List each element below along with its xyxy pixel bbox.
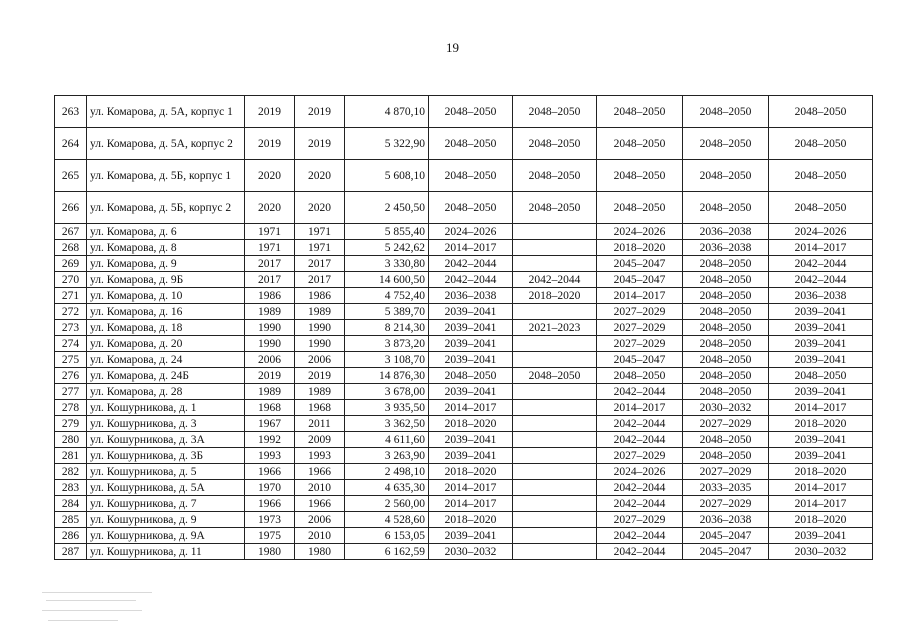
cell-year-commissioned: 1968 — [295, 400, 345, 416]
cell-period-5: 2018–2020 — [769, 512, 873, 528]
cell-address: ул. Кошурникова, д. 9А — [87, 528, 245, 544]
table-row — [55, 336, 873, 352]
cell-row-number: 282 — [55, 464, 87, 480]
cell-period-4: 2048–2050 — [683, 128, 769, 160]
cell-row-number: 278 — [55, 400, 87, 416]
cell-row-number: 281 — [55, 448, 87, 464]
cell-period-5: 2039–2041 — [769, 304, 873, 320]
cell-period-1: 2018–2020 — [429, 416, 513, 432]
cell-year-built: 1989 — [245, 304, 295, 320]
cell-period-2 — [513, 528, 597, 544]
cell-row-number: 279 — [55, 416, 87, 432]
table-row — [55, 448, 873, 464]
cell-period-4: 2027–2029 — [683, 464, 769, 480]
cell-period-2 — [513, 432, 597, 448]
cell-period-5: 2048–2050 — [769, 96, 873, 128]
cell-total-area: 3 263,90 — [345, 448, 429, 464]
cell-period-2 — [513, 352, 597, 368]
cell-period-1: 2042–2044 — [429, 272, 513, 288]
cell-period-4: 2045–2047 — [683, 528, 769, 544]
table-row — [55, 96, 873, 128]
cell-total-area: 8 214,30 — [345, 320, 429, 336]
table-row — [55, 160, 873, 192]
cell-period-2 — [513, 256, 597, 272]
cell-period-1: 2036–2038 — [429, 288, 513, 304]
cell-row-number: 268 — [55, 240, 87, 256]
cell-address: ул. Комарова, д. 24Б — [87, 368, 245, 384]
cell-address: ул. Комарова, д. 18 — [87, 320, 245, 336]
table-row — [55, 240, 873, 256]
cell-total-area: 6 153,05 — [345, 528, 429, 544]
cell-year-built: 1993 — [245, 448, 295, 464]
cell-period-2 — [513, 224, 597, 240]
cell-total-area: 4 611,60 — [345, 432, 429, 448]
cell-period-3: 2048–2050 — [597, 128, 683, 160]
cell-address: ул. Кошурникова, д. 11 — [87, 544, 245, 560]
cell-address: ул. Кошурникова, д. 7 — [87, 496, 245, 512]
cell-period-5: 2018–2020 — [769, 464, 873, 480]
cell-total-area: 5 242,62 — [345, 240, 429, 256]
cell-year-built: 1966 — [245, 464, 295, 480]
table-row — [55, 480, 873, 496]
cell-period-3: 2042–2044 — [597, 416, 683, 432]
cell-total-area: 14 876,30 — [345, 368, 429, 384]
cell-row-number: 276 — [55, 368, 87, 384]
cell-period-1: 2048–2050 — [429, 160, 513, 192]
cell-row-number: 274 — [55, 336, 87, 352]
cell-period-4: 2048–2050 — [683, 352, 769, 368]
table-row — [55, 400, 873, 416]
cell-row-number: 267 — [55, 224, 87, 240]
cell-period-4: 2036–2038 — [683, 512, 769, 528]
housing-register-table — [54, 95, 873, 560]
table-row — [55, 192, 873, 224]
cell-address: ул. Комарова, д. 8 — [87, 240, 245, 256]
cell-period-2 — [513, 480, 597, 496]
cell-period-5: 2039–2041 — [769, 336, 873, 352]
table-row — [55, 432, 873, 448]
cell-period-1: 2039–2041 — [429, 336, 513, 352]
cell-total-area: 3 108,70 — [345, 352, 429, 368]
cell-row-number: 264 — [55, 128, 87, 160]
cell-period-1: 2014–2017 — [429, 400, 513, 416]
cell-period-2 — [513, 400, 597, 416]
cell-address: ул. Комарова, д. 5А, корпус 1 — [87, 96, 245, 128]
cell-period-1: 2014–2017 — [429, 240, 513, 256]
cell-row-number: 285 — [55, 512, 87, 528]
cell-year-built: 2019 — [245, 368, 295, 384]
cell-period-5: 2014–2017 — [769, 480, 873, 496]
cell-year-commissioned: 2020 — [295, 160, 345, 192]
cell-year-built: 1968 — [245, 400, 295, 416]
cell-period-1: 2039–2041 — [429, 528, 513, 544]
cell-period-1: 2018–2020 — [429, 464, 513, 480]
cell-year-built: 1971 — [245, 224, 295, 240]
cell-period-3: 2045–2047 — [597, 256, 683, 272]
cell-year-commissioned: 2006 — [295, 352, 345, 368]
cell-period-2 — [513, 464, 597, 480]
cell-address: ул. Кошурникова, д. 3 — [87, 416, 245, 432]
cell-period-3: 2027–2029 — [597, 448, 683, 464]
cell-total-area: 6 162,59 — [345, 544, 429, 560]
cell-year-commissioned: 2010 — [295, 480, 345, 496]
cell-address: ул. Комарова, д. 24 — [87, 352, 245, 368]
cell-address: ул. Комарова, д. 5Б, корпус 1 — [87, 160, 245, 192]
cell-period-3: 2018–2020 — [597, 240, 683, 256]
cell-period-1: 2039–2041 — [429, 352, 513, 368]
cell-year-commissioned: 2017 — [295, 272, 345, 288]
cell-period-4: 2045–2047 — [683, 544, 769, 560]
table-row — [55, 304, 873, 320]
table-row — [55, 512, 873, 528]
cell-period-1: 2039–2041 — [429, 320, 513, 336]
cell-period-1: 2039–2041 — [429, 384, 513, 400]
cell-period-4: 2048–2050 — [683, 96, 769, 128]
cell-period-2: 2048–2050 — [513, 160, 597, 192]
cell-year-commissioned: 2020 — [295, 192, 345, 224]
cell-period-1: 2014–2017 — [429, 496, 513, 512]
cell-period-3: 2048–2050 — [597, 96, 683, 128]
cell-period-5: 2039–2041 — [769, 432, 873, 448]
cell-period-4: 2048–2050 — [683, 320, 769, 336]
cell-row-number: 271 — [55, 288, 87, 304]
cell-year-built: 1989 — [245, 384, 295, 400]
cell-row-number: 266 — [55, 192, 87, 224]
cell-period-1: 2048–2050 — [429, 368, 513, 384]
cell-period-1: 2018–2020 — [429, 512, 513, 528]
cell-total-area: 4 635,30 — [345, 480, 429, 496]
cell-year-built: 2020 — [245, 192, 295, 224]
cell-period-3: 2042–2044 — [597, 384, 683, 400]
cell-year-built: 1980 — [245, 544, 295, 560]
cell-year-commissioned: 1986 — [295, 288, 345, 304]
cell-period-4: 2048–2050 — [683, 368, 769, 384]
cell-period-1: 2039–2041 — [429, 304, 513, 320]
cell-year-commissioned: 2019 — [295, 368, 345, 384]
cell-period-2 — [513, 448, 597, 464]
cell-total-area: 2 560,00 — [345, 496, 429, 512]
cell-period-2 — [513, 544, 597, 560]
cell-period-4: 2048–2050 — [683, 304, 769, 320]
cell-period-4: 2036–2038 — [683, 224, 769, 240]
cell-address: ул. Комарова, д. 6 — [87, 224, 245, 240]
cell-period-5: 2039–2041 — [769, 384, 873, 400]
cell-total-area: 3 873,20 — [345, 336, 429, 352]
scan-artifact — [42, 588, 162, 632]
cell-address: ул. Комарова, д. 9 — [87, 256, 245, 272]
cell-year-commissioned: 2019 — [295, 128, 345, 160]
cell-period-3: 2014–2017 — [597, 288, 683, 304]
cell-period-2: 2048–2050 — [513, 96, 597, 128]
cell-period-2: 2021–2023 — [513, 320, 597, 336]
cell-period-2: 2048–2050 — [513, 128, 597, 160]
cell-period-1: 2014–2017 — [429, 480, 513, 496]
cell-total-area: 3 935,50 — [345, 400, 429, 416]
cell-period-5: 2042–2044 — [769, 272, 873, 288]
cell-year-built: 1966 — [245, 496, 295, 512]
cell-row-number: 287 — [55, 544, 87, 560]
cell-year-commissioned: 1966 — [295, 464, 345, 480]
cell-period-1: 2039–2041 — [429, 432, 513, 448]
cell-period-2: 2018–2020 — [513, 288, 597, 304]
cell-address: ул. Кошурникова, д. 3Б — [87, 448, 245, 464]
cell-period-3: 2042–2044 — [597, 496, 683, 512]
cell-period-5: 2014–2017 — [769, 240, 873, 256]
cell-address: ул. Кошурникова, д. 5 — [87, 464, 245, 480]
cell-period-4: 2048–2050 — [683, 432, 769, 448]
cell-total-area: 4 752,40 — [345, 288, 429, 304]
cell-year-built: 1990 — [245, 320, 295, 336]
cell-address: ул. Кошурникова, д. 3А — [87, 432, 245, 448]
cell-period-4: 2048–2050 — [683, 448, 769, 464]
page-number: 19 — [446, 40, 459, 55]
cell-row-number: 283 — [55, 480, 87, 496]
cell-period-1: 2048–2050 — [429, 192, 513, 224]
cell-year-commissioned: 2006 — [295, 512, 345, 528]
table-row — [55, 352, 873, 368]
cell-period-3: 2045–2047 — [597, 352, 683, 368]
cell-period-2 — [513, 416, 597, 432]
cell-period-2: 2048–2050 — [513, 368, 597, 384]
cell-period-5: 2039–2041 — [769, 320, 873, 336]
cell-period-4: 2048–2050 — [683, 192, 769, 224]
table-row — [55, 320, 873, 336]
table-row — [55, 464, 873, 480]
cell-row-number: 280 — [55, 432, 87, 448]
cell-period-3: 2042–2044 — [597, 528, 683, 544]
cell-address: ул. Комарова, д. 16 — [87, 304, 245, 320]
cell-year-built: 1992 — [245, 432, 295, 448]
cell-total-area: 14 600,50 — [345, 272, 429, 288]
cell-period-3: 2048–2050 — [597, 368, 683, 384]
cell-period-3: 2027–2029 — [597, 336, 683, 352]
cell-year-commissioned: 2011 — [295, 416, 345, 432]
cell-period-3: 2042–2044 — [597, 544, 683, 560]
cell-period-5: 2048–2050 — [769, 128, 873, 160]
cell-period-4: 2048–2050 — [683, 384, 769, 400]
cell-period-4: 2048–2050 — [683, 288, 769, 304]
table-row — [55, 544, 873, 560]
cell-total-area: 5 855,40 — [345, 224, 429, 240]
cell-period-3: 2048–2050 — [597, 192, 683, 224]
cell-year-commissioned: 1990 — [295, 336, 345, 352]
cell-row-number: 286 — [55, 528, 87, 544]
cell-period-3: 2042–2044 — [597, 480, 683, 496]
table-row — [55, 416, 873, 432]
cell-total-area: 2 498,10 — [345, 464, 429, 480]
cell-row-number: 284 — [55, 496, 87, 512]
cell-period-5: 2048–2050 — [769, 192, 873, 224]
cell-period-2 — [513, 512, 597, 528]
cell-period-2 — [513, 304, 597, 320]
table-row — [55, 496, 873, 512]
cell-year-built: 2017 — [245, 256, 295, 272]
cell-year-commissioned: 2009 — [295, 432, 345, 448]
cell-total-area: 5 389,70 — [345, 304, 429, 320]
cell-period-4: 2048–2050 — [683, 336, 769, 352]
cell-address: ул. Комарова, д. 10 — [87, 288, 245, 304]
table-row — [55, 224, 873, 240]
table-row — [55, 256, 873, 272]
cell-total-area: 5 608,10 — [345, 160, 429, 192]
cell-total-area: 3 330,80 — [345, 256, 429, 272]
cell-period-5: 2014–2017 — [769, 496, 873, 512]
table-row — [55, 368, 873, 384]
cell-year-built: 2019 — [245, 128, 295, 160]
cell-period-3: 2027–2029 — [597, 304, 683, 320]
cell-total-area: 3 362,50 — [345, 416, 429, 432]
cell-period-3: 2024–2026 — [597, 224, 683, 240]
cell-period-1: 2024–2026 — [429, 224, 513, 240]
cell-period-4: 2030–2032 — [683, 400, 769, 416]
cell-period-4: 2048–2050 — [683, 272, 769, 288]
cell-period-2: 2048–2050 — [513, 192, 597, 224]
cell-period-3: 2027–2029 — [597, 320, 683, 336]
cell-year-commissioned: 1989 — [295, 304, 345, 320]
cell-period-5: 2014–2017 — [769, 400, 873, 416]
cell-period-2 — [513, 240, 597, 256]
table-row — [55, 272, 873, 288]
cell-period-3: 2027–2029 — [597, 512, 683, 528]
cell-row-number: 275 — [55, 352, 87, 368]
cell-period-3: 2048–2050 — [597, 160, 683, 192]
cell-period-5: 2048–2050 — [769, 160, 873, 192]
cell-year-built: 1973 — [245, 512, 295, 528]
cell-period-2 — [513, 336, 597, 352]
cell-period-5: 2042–2044 — [769, 256, 873, 272]
cell-period-5: 2039–2041 — [769, 352, 873, 368]
cell-year-built: 1971 — [245, 240, 295, 256]
cell-period-3: 2042–2044 — [597, 432, 683, 448]
cell-row-number: 272 — [55, 304, 87, 320]
table-body — [55, 96, 873, 560]
cell-period-1: 2039–2041 — [429, 448, 513, 464]
cell-year-commissioned: 2010 — [295, 528, 345, 544]
cell-year-commissioned: 1993 — [295, 448, 345, 464]
cell-period-4: 2027–2029 — [683, 416, 769, 432]
cell-address: ул. Кошурникова, д. 9 — [87, 512, 245, 528]
cell-total-area: 4 528,60 — [345, 512, 429, 528]
cell-period-1: 2048–2050 — [429, 128, 513, 160]
cell-year-built: 1986 — [245, 288, 295, 304]
cell-year-built: 1967 — [245, 416, 295, 432]
table-row — [55, 384, 873, 400]
cell-year-built: 2020 — [245, 160, 295, 192]
cell-period-4: 2033–2035 — [683, 480, 769, 496]
table-row — [55, 288, 873, 304]
cell-row-number: 269 — [55, 256, 87, 272]
cell-period-4: 2027–2029 — [683, 496, 769, 512]
cell-period-2 — [513, 496, 597, 512]
cell-year-commissioned: 1980 — [295, 544, 345, 560]
cell-row-number: 277 — [55, 384, 87, 400]
cell-period-5: 2018–2020 — [769, 416, 873, 432]
table-row — [55, 128, 873, 160]
cell-year-commissioned: 1966 — [295, 496, 345, 512]
cell-address: ул. Комарова, д. 20 — [87, 336, 245, 352]
cell-period-5: 2030–2032 — [769, 544, 873, 560]
cell-address: ул. Кошурникова, д. 1 — [87, 400, 245, 416]
cell-period-5: 2039–2041 — [769, 528, 873, 544]
cell-address: ул. Комарова, д. 5А, корпус 2 — [87, 128, 245, 160]
cell-year-built: 1990 — [245, 336, 295, 352]
cell-year-built: 1970 — [245, 480, 295, 496]
cell-year-built: 2019 — [245, 96, 295, 128]
cell-period-5: 2048–2050 — [769, 368, 873, 384]
cell-period-4: 2036–2038 — [683, 240, 769, 256]
cell-year-commissioned: 1990 — [295, 320, 345, 336]
cell-address: ул. Комарова, д. 5Б, корпус 2 — [87, 192, 245, 224]
cell-period-3: 2045–2047 — [597, 272, 683, 288]
cell-year-commissioned: 1971 — [295, 240, 345, 256]
cell-period-5: 2036–2038 — [769, 288, 873, 304]
table-row — [55, 528, 873, 544]
cell-year-built: 2006 — [245, 352, 295, 368]
cell-year-built: 2017 — [245, 272, 295, 288]
cell-period-3: 2024–2026 — [597, 464, 683, 480]
cell-row-number: 270 — [55, 272, 87, 288]
cell-period-2: 2042–2044 — [513, 272, 597, 288]
cell-total-area: 5 322,90 — [345, 128, 429, 160]
cell-address: ул. Комарова, д. 9Б — [87, 272, 245, 288]
cell-period-1: 2048–2050 — [429, 96, 513, 128]
cell-period-4: 2048–2050 — [683, 160, 769, 192]
cell-period-1: 2030–2032 — [429, 544, 513, 560]
cell-total-area: 2 450,50 — [345, 192, 429, 224]
cell-year-commissioned: 1971 — [295, 224, 345, 240]
cell-address: ул. Комарова, д. 28 — [87, 384, 245, 400]
cell-row-number: 273 — [55, 320, 87, 336]
cell-period-1: 2042–2044 — [429, 256, 513, 272]
cell-year-commissioned: 2017 — [295, 256, 345, 272]
cell-period-4: 2048–2050 — [683, 256, 769, 272]
cell-period-2 — [513, 384, 597, 400]
cell-row-number: 265 — [55, 160, 87, 192]
cell-row-number: 263 — [55, 96, 87, 128]
cell-address: ул. Кошурникова, д. 5А — [87, 480, 245, 496]
cell-year-commissioned: 2019 — [295, 96, 345, 128]
cell-period-5: 2024–2026 — [769, 224, 873, 240]
cell-year-commissioned: 1989 — [295, 384, 345, 400]
cell-total-area: 3 678,00 — [345, 384, 429, 400]
cell-period-3: 2014–2017 — [597, 400, 683, 416]
cell-total-area: 4 870,10 — [345, 96, 429, 128]
cell-period-5: 2039–2041 — [769, 448, 873, 464]
cell-year-built: 1975 — [245, 528, 295, 544]
